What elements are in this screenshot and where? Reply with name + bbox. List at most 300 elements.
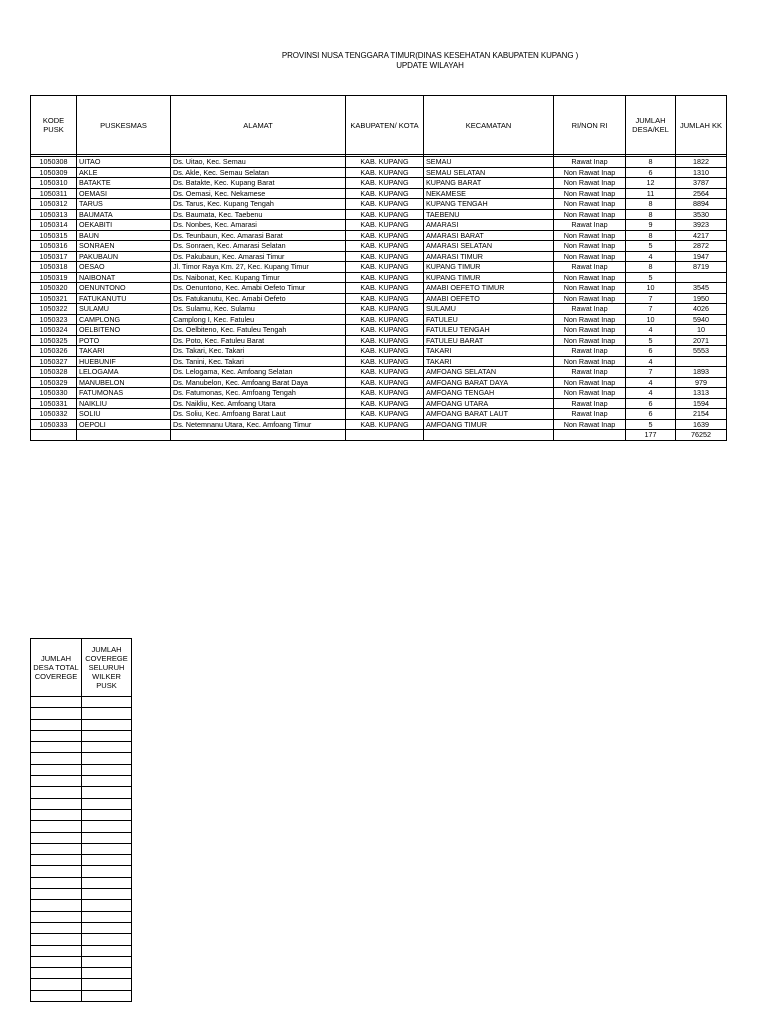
table-cell: Ds. Fatumonas, Kec. Amfoang Tengah (171, 388, 346, 399)
column-header: JUMLAH DESA TOTAL COVEREGE (31, 639, 82, 697)
table-row (31, 911, 132, 922)
table-cell: FATULEU TENGAH (424, 325, 554, 336)
table-cell: AMFOANG SELATAN (424, 367, 554, 378)
table-row (31, 314, 727, 325)
table-cell: KUPANG TENGAH (424, 199, 554, 210)
table-cell: 1313 (676, 388, 727, 399)
table-cell: Rawat Inap (554, 262, 626, 273)
table-cell: 1050316 (31, 241, 77, 252)
table-cell (82, 730, 132, 741)
table-cell: 4 (626, 251, 676, 262)
table-cell: 9 (626, 220, 676, 231)
table-cell: 4 (626, 377, 676, 388)
table-cell: AMFOANG BARAT DAYA (424, 377, 554, 388)
table-cell: AMARASI SELATAN (424, 241, 554, 252)
table-row (31, 220, 727, 231)
table-cell (31, 979, 82, 990)
table-cell: Ds. Pakubaun, Kec. Amarasi Timur (171, 251, 346, 262)
table-cell: Non Rawat Inap (554, 272, 626, 283)
table-cell: Ds. Teunbaun, Kec. Amarasi Barat (171, 230, 346, 241)
table-cell: 1639 (676, 419, 727, 430)
table-cell (31, 889, 82, 900)
table-cell: 1050331 (31, 398, 77, 409)
table-cell (31, 430, 77, 441)
table-cell (82, 809, 132, 820)
table-cell: 4 (626, 388, 676, 399)
table-cell: 8 (626, 157, 676, 168)
column-header: KECAMATAN (424, 96, 554, 155)
table-row (31, 167, 727, 178)
table-row (31, 764, 132, 775)
table-cell: Ds. Manubelon, Kec. Amfoang Barat Daya (171, 377, 346, 388)
table-cell: AMARASI BARAT (424, 230, 554, 241)
table-cell (31, 719, 82, 730)
table-cell: OELBITENO (77, 325, 171, 336)
table-cell: Rawat Inap (554, 346, 626, 357)
table-cell: 1050326 (31, 346, 77, 357)
table-cell (31, 809, 82, 820)
table-cell: Ds. Lelogama, Kec. Amfoang Selatan (171, 367, 346, 378)
table-cell: 1050322 (31, 304, 77, 315)
table-row (31, 419, 727, 430)
table-cell (82, 821, 132, 832)
table-cell: FATUKANUTU (77, 293, 171, 304)
table-cell: NEKAMESE (424, 188, 554, 199)
table-row (31, 787, 132, 798)
table-cell: TAKARI (424, 356, 554, 367)
table-cell: MANUBELON (77, 377, 171, 388)
table-cell: Ds. Oenuntono, Kec. Amabi Oefeto Timur (171, 283, 346, 294)
table-cell: UITAO (77, 157, 171, 168)
table-cell: 1310 (676, 167, 727, 178)
table-cell (31, 855, 82, 866)
table-cell (31, 956, 82, 967)
table-cell: KAB. KUPANG (346, 262, 424, 273)
table-cell: 6 (626, 398, 676, 409)
table-cell: Non Rawat Inap (554, 167, 626, 178)
table-cell: Non Rawat Inap (554, 314, 626, 325)
table-cell: 7 (626, 367, 676, 378)
table-cell: 1050315 (31, 230, 77, 241)
table-cell (31, 900, 82, 911)
table-cell: 8 (626, 209, 676, 220)
table-cell: KAB. KUPANG (346, 209, 424, 220)
table-cell (82, 889, 132, 900)
table-cell: AKLE (77, 167, 171, 178)
table-cell: 11 (626, 188, 676, 199)
table-cell: 1050323 (31, 314, 77, 325)
table-row (31, 199, 727, 210)
table-cell (346, 430, 424, 441)
table-cell (82, 968, 132, 979)
table-cell: Non Rawat Inap (554, 209, 626, 220)
table-cell: 6 (626, 346, 676, 357)
table-cell: 1893 (676, 367, 727, 378)
table-cell (31, 708, 82, 719)
table-cell: SOLIU (77, 409, 171, 420)
table-cell (31, 776, 82, 787)
table-cell: 10 (626, 314, 676, 325)
table-cell: OESAO (77, 262, 171, 273)
table-cell: AMFOANG TENGAH (424, 388, 554, 399)
table-cell: 8 (626, 199, 676, 210)
table-cell (82, 922, 132, 933)
column-header: JUMLAH KK (676, 96, 727, 155)
table-row (31, 230, 727, 241)
table-cell: Non Rawat Inap (554, 199, 626, 210)
table-cell: 3545 (676, 283, 727, 294)
coverage-header-row (31, 639, 132, 697)
table-cell (31, 922, 82, 933)
table-cell: OEPOLI (77, 419, 171, 430)
table-row (31, 968, 132, 979)
table-row (31, 866, 132, 877)
table-cell: 1050327 (31, 356, 77, 367)
table-cell (31, 866, 82, 877)
table-cell: 1050308 (31, 157, 77, 168)
table-cell: Ds. Uitao, Kec. Semau (171, 157, 346, 168)
table-cell (82, 787, 132, 798)
table-row (31, 398, 727, 409)
table-cell: KUPANG TIMUR (424, 262, 554, 273)
table-cell: AMABI OEFETO (424, 293, 554, 304)
table-cell: KAB. KUPANG (346, 230, 424, 241)
coverage-table (30, 638, 132, 1002)
table-cell (82, 956, 132, 967)
table-row (31, 990, 132, 1001)
table-cell: 4 (626, 356, 676, 367)
table-cell: KAB. KUPANG (346, 220, 424, 231)
table-row (31, 325, 727, 336)
table-row (31, 719, 132, 730)
table-row (31, 251, 727, 262)
table-row (31, 241, 727, 252)
table-cell: LELOGAMA (77, 367, 171, 378)
table-cell: KAB. KUPANG (346, 251, 424, 262)
table-cell: 1050321 (31, 293, 77, 304)
table-row (31, 377, 727, 388)
table-cell: SULAMU (424, 304, 554, 315)
column-header: KODE PUSK (31, 96, 77, 155)
table-cell: 5 (626, 419, 676, 430)
table-row (31, 209, 727, 220)
table-cell: TARUS (77, 199, 171, 210)
table-row (31, 832, 132, 843)
table-cell: BAUN (77, 230, 171, 241)
table-cell (82, 697, 132, 708)
table-cell (31, 911, 82, 922)
table-cell: BATAKTE (77, 178, 171, 189)
table-cell: 1050325 (31, 335, 77, 346)
table-cell: SONRAEN (77, 241, 171, 252)
table-cell (31, 968, 82, 979)
table-cell: Ds. Sonraen, Kec. Amarasi Selatan (171, 241, 346, 252)
table-cell (82, 934, 132, 945)
table-cell: KAB. KUPANG (346, 272, 424, 283)
table-cell: 1950 (676, 293, 727, 304)
table-cell: KAB. KUPANG (346, 314, 424, 325)
table-cell (82, 708, 132, 719)
table-cell: Ds. Naibonat, Kec. Kupang Timur (171, 272, 346, 283)
table-cell: TAKARI (77, 346, 171, 357)
table-cell (676, 356, 727, 367)
table-cell: AMFOANG TIMUR (424, 419, 554, 430)
table-cell (82, 764, 132, 775)
table-cell: KAB. KUPANG (346, 409, 424, 420)
table-cell: KUPANG BARAT (424, 178, 554, 189)
table-cell: 4217 (676, 230, 727, 241)
table-cell: 1822 (676, 157, 727, 168)
table-row (31, 272, 727, 283)
table-cell: Non Rawat Inap (554, 230, 626, 241)
table-cell (31, 877, 82, 888)
table-cell: SULAMU (77, 304, 171, 315)
total-kk: 76252 (676, 430, 727, 441)
table-cell: Ds. Poto, Kec. Fatuleu Barat (171, 335, 346, 346)
table-cell: KAB. KUPANG (346, 167, 424, 178)
table-cell: 5553 (676, 346, 727, 357)
table-cell: FATULEU (424, 314, 554, 325)
table-cell: PAKUBAUN (77, 251, 171, 262)
table-cell (171, 430, 346, 441)
table-cell: KAB. KUPANG (346, 157, 424, 168)
table-cell (31, 832, 82, 843)
table-row (31, 798, 132, 809)
table-cell (31, 764, 82, 775)
table-cell: 1050310 (31, 178, 77, 189)
document-title: PROVINSI NUSA TENGGARA TIMUR(DINAS KESEHATAN KABUPATEN KUPANG ) (281, 51, 579, 60)
table-cell: 4 (626, 325, 676, 336)
table-cell: KAB. KUPANG (346, 188, 424, 199)
table-row (31, 776, 132, 787)
column-header: KABUPATEN/ KOTA (346, 96, 424, 155)
table-cell: 7 (626, 304, 676, 315)
table-cell (82, 776, 132, 787)
table-cell: Rawat Inap (554, 367, 626, 378)
table-cell: Ds. Soliu, Kec. Amfoang Barat Laut (171, 409, 346, 420)
table-cell: 1050320 (31, 283, 77, 294)
column-header: RI/NON RI (554, 96, 626, 155)
table-cell (676, 272, 727, 283)
table-row (31, 262, 727, 273)
table-cell: Ds. Fatukanutu, Kec. Amabi Oefeto (171, 293, 346, 304)
table-row (31, 843, 132, 854)
document-subtitle: UPDATE WILAYAH (396, 61, 464, 70)
table-cell: 1050333 (31, 419, 77, 430)
table-cell: Jl. Timor Raya Km. 27, Kec. Kupang Timur (171, 262, 346, 273)
table-cell: SEMAU (424, 157, 554, 168)
table-row (31, 304, 727, 315)
table-cell: 5 (626, 241, 676, 252)
table-cell: NAIBONAT (77, 272, 171, 283)
total-desa: 177 (626, 430, 676, 441)
table-row (31, 356, 727, 367)
table-cell: 1050311 (31, 188, 77, 199)
table-cell (424, 430, 554, 441)
table-cell (82, 719, 132, 730)
table-cell: Ds. Tanini, Kec. Takari (171, 356, 346, 367)
table-cell: 1050318 (31, 262, 77, 273)
table-row (31, 821, 132, 832)
table-cell (82, 742, 132, 753)
table-cell (82, 945, 132, 956)
table-cell: Non Rawat Inap (554, 356, 626, 367)
table-cell: AMARASI TIMUR (424, 251, 554, 262)
table-cell: 2872 (676, 241, 727, 252)
table-cell: Ds. Akle, Kec. Semau Selatan (171, 167, 346, 178)
table-cell (82, 979, 132, 990)
table-row (31, 956, 132, 967)
table-row (31, 809, 132, 820)
table-row (31, 889, 132, 900)
table-cell: Rawat Inap (554, 398, 626, 409)
table-cell: 1050313 (31, 209, 77, 220)
table-cell: Ds. Naikliu, Kec. Amfoang Utara (171, 398, 346, 409)
table-row (31, 367, 727, 378)
table-cell (31, 730, 82, 741)
table-cell: Ds. Oemasi, Kec. Nekamese (171, 188, 346, 199)
table-cell: NAIKLIU (77, 398, 171, 409)
table-row (31, 753, 132, 764)
table-cell: 5 (626, 335, 676, 346)
table-cell: 1947 (676, 251, 727, 262)
table-cell (31, 843, 82, 854)
table-cell: 1050312 (31, 199, 77, 210)
table-row (31, 708, 132, 719)
column-header: JUMLAH DESA/KEL (626, 96, 676, 155)
table-cell (82, 911, 132, 922)
table-cell: 2154 (676, 409, 727, 420)
table-cell: 3923 (676, 220, 727, 231)
table-row (31, 346, 727, 357)
table-cell: KAB. KUPANG (346, 346, 424, 357)
table-cell (31, 945, 82, 956)
table-row (31, 283, 727, 294)
table-cell: 8 (626, 262, 676, 273)
table-cell: KAB. KUPANG (346, 356, 424, 367)
table-cell: 12 (626, 178, 676, 189)
table-cell: 5 (626, 272, 676, 283)
table-cell: 8894 (676, 199, 727, 210)
table-cell: Ds. Takari, Kec. Takari (171, 346, 346, 357)
table-cell: 10 (626, 283, 676, 294)
table-cell: Non Rawat Inap (554, 325, 626, 336)
table-row (31, 388, 727, 399)
table-row (31, 945, 132, 956)
table-row (31, 877, 132, 888)
table-cell: 6 (626, 167, 676, 178)
table-cell: CAMPLONG (77, 314, 171, 325)
column-header: PUSKESMAS (77, 96, 171, 155)
table-cell: KAB. KUPANG (346, 367, 424, 378)
table-cell: 10 (676, 325, 727, 336)
table-cell: 2071 (676, 335, 727, 346)
table-header-row (31, 96, 727, 155)
table-cell: KAB. KUPANG (346, 419, 424, 430)
column-header: ALAMAT (171, 96, 346, 155)
table-cell: KAB. KUPANG (346, 335, 424, 346)
table-cell (82, 832, 132, 843)
table-cell (31, 753, 82, 764)
table-cell: Non Rawat Inap (554, 241, 626, 252)
table-cell: Non Rawat Inap (554, 283, 626, 294)
table-cell: OEMASI (77, 188, 171, 199)
table-cell: OEKABITI (77, 220, 171, 231)
table-cell: Non Rawat Inap (554, 293, 626, 304)
table-cell (31, 821, 82, 832)
table-row (31, 697, 132, 708)
table-cell: Ds. Baumata, Kec. Taebenu (171, 209, 346, 220)
table-cell (82, 753, 132, 764)
table-cell: Non Rawat Inap (554, 377, 626, 388)
table-cell: Non Rawat Inap (554, 419, 626, 430)
table-cell: KAB. KUPANG (346, 398, 424, 409)
table-cell: Ds. Sulamu, Kec. Sulamu (171, 304, 346, 315)
table-cell: KAB. KUPANG (346, 241, 424, 252)
table-cell: 1050332 (31, 409, 77, 420)
totals-row (31, 430, 727, 441)
table-row (31, 409, 727, 420)
table-cell: Rawat Inap (554, 304, 626, 315)
table-cell: Ds. Batakte, Kec. Kupang Barat (171, 178, 346, 189)
table-cell: Rawat Inap (554, 220, 626, 231)
table-row (31, 742, 132, 753)
table-cell: KUPANG TIMUR (424, 272, 554, 283)
table-cell: KAB. KUPANG (346, 304, 424, 315)
table-cell (82, 798, 132, 809)
table-cell: KAB. KUPANG (346, 388, 424, 399)
table-cell: AMFOANG UTARA (424, 398, 554, 409)
table-cell: 6 (626, 409, 676, 420)
table-row (31, 979, 132, 990)
table-cell: HUEBUNIF (77, 356, 171, 367)
table-cell: KAB. KUPANG (346, 325, 424, 336)
table-cell (82, 990, 132, 1001)
table-cell: 5940 (676, 314, 727, 325)
table-cell: Non Rawat Inap (554, 178, 626, 189)
table-cell: 8719 (676, 262, 727, 273)
column-header: JUMLAH COVEREGE SELURUH WILKER PUSK (82, 639, 132, 697)
table-cell (31, 742, 82, 753)
table-cell: Rawat Inap (554, 157, 626, 168)
table-cell: 3530 (676, 209, 727, 220)
table-cell: OENUNTONO (77, 283, 171, 294)
table-cell: Rawat Inap (554, 409, 626, 420)
table-cell (82, 866, 132, 877)
table-row (31, 157, 727, 168)
table-cell: 1050330 (31, 388, 77, 399)
table-cell: Ds. Oelbiteno, Kec. Fatuleu Tengah (171, 325, 346, 336)
table-cell: KAB. KUPANG (346, 293, 424, 304)
table-row (31, 934, 132, 945)
table-cell: 7 (626, 293, 676, 304)
table-cell: POTO (77, 335, 171, 346)
table-row (31, 922, 132, 933)
table-row (31, 293, 727, 304)
table-cell: Non Rawat Inap (554, 188, 626, 199)
table-cell: 8 (626, 230, 676, 241)
table-cell: 1050314 (31, 220, 77, 231)
table-row (31, 188, 727, 199)
table-cell: SEMAU SELATAN (424, 167, 554, 178)
table-cell: TAKARI (424, 346, 554, 357)
table-cell (82, 843, 132, 854)
table-cell: Ds. Nonbes, Kec. Amarasi (171, 220, 346, 231)
table-cell: 1050329 (31, 377, 77, 388)
table-row (31, 178, 727, 189)
table-row (31, 335, 727, 346)
table-cell (82, 877, 132, 888)
